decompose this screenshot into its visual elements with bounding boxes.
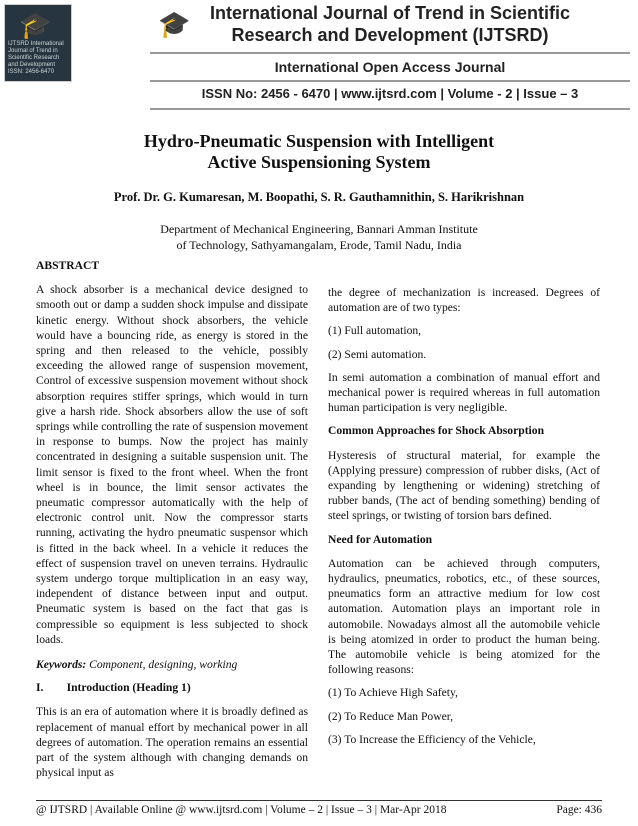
keywords: Keywords: Component, designing, working <box>36 658 238 672</box>
paragraph: Hysteresis of structural material, for example the (Applying pressure) compression of rubber disks, (Act of expanding by lengthening or widening) stretching of rubber bands, (The act of bending something) bending of steel springs, or twisting of torsion bars defined. <box>328 448 600 523</box>
graduation-cap-icon: 🎓 <box>19 11 52 40</box>
journal-title: International Journal of Trend in Scientific Research and Development (IJTSRD) <box>209 3 571 45</box>
journal-logo <box>4 4 72 82</box>
divider <box>150 80 630 82</box>
paragraph: (3) To Increase the Efficiency of the Vehicle, <box>328 732 536 746</box>
paragraph: (1) Full automation, <box>328 324 422 338</box>
left-column <box>36 258 308 789</box>
page-number: Page: 436 <box>556 804 602 816</box>
paragraph: the degree of mechanization is increased. Degrees of automation are of two types: <box>328 286 600 315</box>
graduation-cap-icon: 🎓 <box>158 10 191 39</box>
paragraph: Automation can be achieved through computers, hydraulics, pneumatics, robotics, etc., of these sources, pneumatics form an attractive medium for low cost automation. Automation plays an important role in automobile. Nowadays almost all the automobile vehicle is being atomized in order to product the human being. The automobile vehicle is being atomized for the following reasons: <box>328 556 600 677</box>
paper-title: Hydro-Pneumatic Suspension with Intelligent Active Suspensioning System <box>143 131 495 172</box>
intro-heading: I. Introduction (Heading 1) <box>36 681 191 695</box>
paragraph: (1) To Achieve High Safety, <box>328 686 458 700</box>
section-heading: Need for Automation <box>328 532 433 546</box>
footer-divider <box>36 800 602 801</box>
abstract-heading: ABSTRACT <box>36 259 100 272</box>
journal-header <box>0 0 638 118</box>
section-heading: Common Approaches for Shock Absorption <box>328 424 545 438</box>
abstract-text: A shock absorber is a mechanical device designed to smooth out or damp a sudden shock impulse and dissipate kinetic energy. Without shock absorbers, the vehicle would have a bouncing ride, as energy is stored in the spring and then released to the vehicle, possibly exceeding the allowed range of suspension movement, Control of excessive suspension movement without shock absorption requires stiffer springs, which would in turn give a harsh ride. Shock absorbers allow the use of soft springs while controlling the rate of suspension movement in response to bumps. Now the project has mainly concentrated in designing a suitable suspension unit. The limit sensor is fixed to the front wheel. When the front wheel is in bounce, the limit sensor activates the pneumatic compressor automatically with the help of electronic control unit. Now the compressor starts running, activating the hydro pneumatic suspensor which is fitted in the back wheel. In a vehicle it reduces the effect of suspension travel on uneven terrains. Hydraulic system undergo torque multiplication in an easy way, independent of distance between input and output. Pneumatic system is based on the fact that gas is compressible so equipment is less subjected to shock loads. <box>36 283 308 646</box>
open-access-label: International Open Access Journal <box>274 59 506 75</box>
footer-info: @ IJTSRD | Available Online @ www.ijtsrd.com | Volume – 2 | Issue – 3 | Mar-Apr 2018 <box>36 804 447 816</box>
paragraph: (2) To Reduce Man Power, <box>328 709 454 723</box>
issn-line: ISSN No: 2456 - 6470 | www.ijtsrd.com | Volume - 2 | Issue – 3 <box>201 86 579 101</box>
page-footer <box>36 804 602 816</box>
divider <box>150 108 630 110</box>
paragraph: (2) Semi automation. <box>328 347 427 361</box>
affiliation: Department of Mechanical Engineering, Bannari Amman Institute of Technology, Sathyamangalam, Erode, Tamil Nadu, India <box>160 222 478 252</box>
paragraph: In semi automation a combination of manual effort and mechanical power is required whereas in full automation human participation is very negligible. <box>328 370 600 415</box>
logo-text: IJTSRD International Journal of Trend in Scientific Research and Development ISSN: 2456-6470 <box>8 41 64 75</box>
intro-text: This is an era of automation where it is broadly defined as replacement of manual effort by mechanical power in all degrees of automation. The operation remains an essential part of the system although with changing demands on physical input as <box>36 705 308 780</box>
right-column <box>328 285 600 755</box>
divider <box>150 52 630 54</box>
authors: Prof. Dr. G. Kumaresan, M. Boopathi, S. R. Gauthamnithin, S. Harikrishnan <box>113 190 525 204</box>
